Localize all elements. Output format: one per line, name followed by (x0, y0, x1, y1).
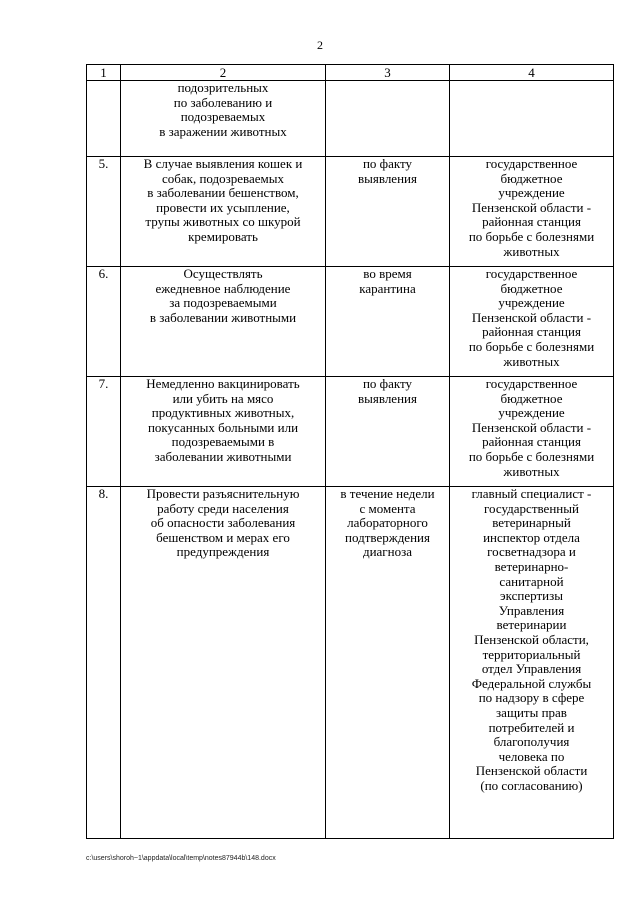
table-header-row (87, 65, 614, 81)
responsible-line: бюджетное (500, 390, 563, 406)
header-cell-3: 3 (326, 65, 450, 81)
action-line: в заболевании бешенством, (147, 185, 299, 201)
action-line: Немедленно вакцинировать (146, 376, 300, 391)
responsible-line: учреждение (498, 295, 565, 311)
action-line: бешенством и мерах его (156, 529, 290, 545)
term-line: по факту (362, 156, 413, 171)
responsible-line: районная станция (482, 214, 581, 230)
page-number: 2 (317, 38, 323, 52)
responsible-line: инспектор отдела (483, 529, 580, 545)
term-cell (326, 267, 450, 377)
action-line: кремировать (188, 228, 258, 244)
action-line: провести их усыпление, (156, 199, 290, 215)
action-line: Провести разъяснительную (146, 486, 300, 501)
responsible-line: бюджетное (500, 170, 563, 186)
responsible-line: животных (503, 243, 560, 259)
action-line: Осуществлять (183, 266, 263, 281)
action-line: трупы животных со шкурой (145, 214, 301, 230)
measures-table (86, 64, 614, 839)
responsible-line: Пензенской области - (471, 419, 592, 435)
action-line: заболевании животными (154, 448, 292, 464)
term-line: по факту (362, 376, 413, 391)
table-row (87, 267, 614, 377)
responsible-line: главный специалист - (471, 486, 592, 501)
responsible-line: Пензенской области, (474, 631, 589, 647)
action-line: за подозреваемыми (169, 295, 277, 311)
header-cell-1: 1 (87, 65, 121, 81)
responsible-line: санитарной (499, 573, 564, 589)
responsible-line: Федеральной службы (471, 675, 592, 691)
term-cell (326, 157, 450, 267)
term-line: карантина (359, 280, 416, 296)
action-line: об опасности заболевания (150, 515, 296, 531)
responsible-cell (450, 487, 614, 839)
responsible-line: ветеринарии (496, 617, 567, 633)
header-cell-4: 4 (450, 65, 614, 81)
responsible-line: человека по (498, 748, 565, 764)
responsible-line: (по согласованию) (480, 777, 583, 793)
responsible-line: районная станция (482, 434, 581, 450)
responsible-cell (450, 377, 614, 487)
action-cell (121, 487, 326, 839)
action-line: покусанных больными или (147, 419, 299, 435)
term-line: выявления (358, 390, 417, 406)
term-line: диагноза (362, 544, 413, 560)
table-row (87, 157, 614, 267)
row-number-cell: 6. (87, 267, 121, 377)
term-line: подтверждения (345, 529, 430, 545)
responsible-cell (450, 81, 614, 157)
action-cell (121, 81, 326, 157)
responsible-line: государственное (485, 376, 578, 391)
row-number-cell: 7. (87, 377, 121, 487)
action-line: предупреждения (176, 544, 270, 560)
responsible-line: Управления (498, 602, 565, 618)
responsible-line: по борьбе с болезнями (468, 448, 595, 464)
action-cell (121, 157, 326, 267)
responsible-cell (450, 157, 614, 267)
responsible-line: животных (503, 353, 560, 369)
action-line: продуктивных животных, (151, 405, 295, 421)
responsible-line: государственный (484, 500, 579, 516)
action-line: подозреваемыми в (171, 434, 275, 450)
responsible-line: учреждение (498, 405, 565, 421)
responsible-line: ветеринарный (492, 515, 571, 531)
action-line: или убить на мясо (172, 390, 274, 406)
responsible-line: районная станция (482, 324, 581, 340)
responsible-line: отдел Управления (481, 661, 582, 677)
term-line: с момента (359, 500, 416, 516)
term-line: лабораторного (347, 515, 428, 531)
responsible-line: Пензенской области - (471, 199, 592, 215)
footer-file-path: c:\users\shoroh~1\appdata\local\temp\notes87944b\148.docx (86, 855, 276, 862)
responsible-line: бюджетное (500, 280, 563, 296)
responsible-line: государственное (485, 266, 578, 281)
action-line: собак, подозреваемых (161, 170, 285, 186)
responsible-line: территориальный (482, 646, 581, 662)
action-line: подозреваемых (180, 109, 266, 125)
responsible-line: ветеринарно- (494, 558, 569, 574)
responsible-line: государственное (485, 156, 578, 171)
action-cell (121, 377, 326, 487)
term-cell (326, 81, 450, 157)
responsible-line: защиты прав (496, 704, 567, 720)
table-row (87, 81, 614, 157)
action-line: работу среди населения (157, 500, 289, 516)
responsible-line: благополучия (493, 734, 570, 750)
responsible-line: Пензенской области - (471, 309, 592, 325)
term-line: выявления (358, 170, 417, 186)
table-row (87, 377, 614, 487)
term-line: в течение недели (340, 486, 435, 501)
table-row (87, 487, 614, 839)
row-number-cell: 8. (87, 487, 121, 839)
responsible-line: учреждение (498, 185, 565, 201)
action-cell (121, 267, 326, 377)
term-cell (326, 487, 450, 839)
responsible-line: Пензенской области (475, 763, 588, 779)
responsible-line: животных (503, 463, 560, 479)
responsible-line: по борьбе с болезнями (468, 338, 595, 354)
action-line: в заражении животных (159, 123, 287, 139)
action-line: ежедневное наблюдение (155, 280, 291, 296)
action-line: по заболеванию и (173, 94, 273, 110)
responsible-line: потребителей и (488, 719, 575, 735)
responsible-line: по надзору в сфере (478, 690, 585, 706)
row-number-cell (87, 81, 121, 157)
responsible-line: экспертизы (500, 588, 563, 604)
header-cell-2: 2 (121, 65, 326, 81)
term-line: во время (363, 266, 412, 281)
responsible-cell (450, 267, 614, 377)
action-line: В случае выявления кошек и (143, 156, 303, 171)
action-line: подозрительных (177, 80, 269, 95)
responsible-line: по борьбе с болезнями (468, 228, 595, 244)
term-cell (326, 377, 450, 487)
row-number-cell: 5. (87, 157, 121, 267)
responsible-line: госветнадзора и (487, 544, 576, 560)
action-line: в заболевании животными (149, 309, 297, 325)
